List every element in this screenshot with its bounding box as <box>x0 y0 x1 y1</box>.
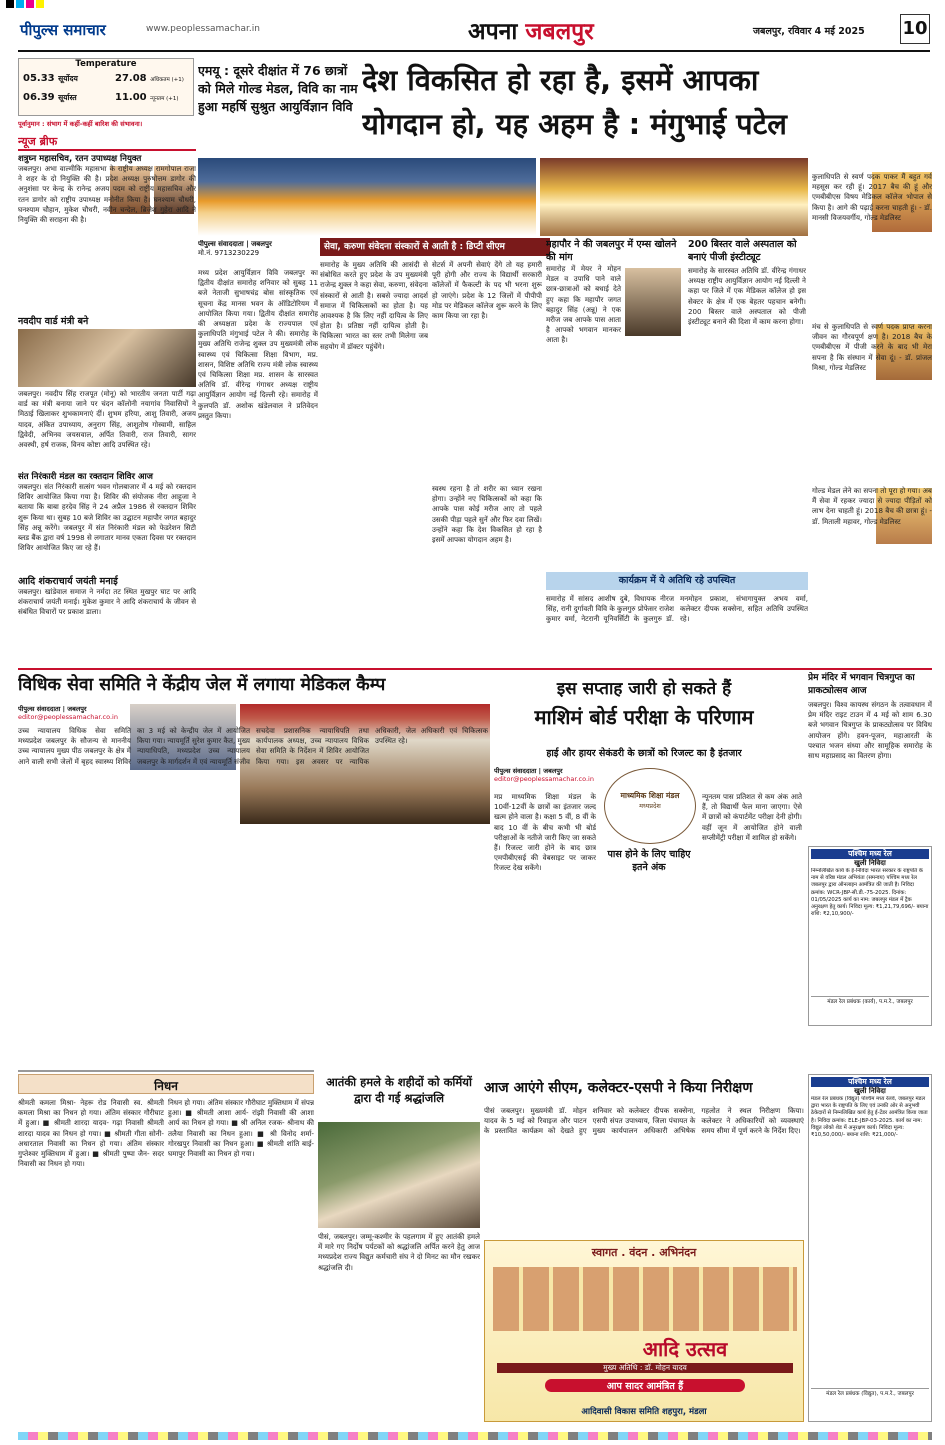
brief-3-body: जबलपुर। संत निरंकारी सत्संग भवन गोलबाजार में 4 मई को रक्तदान शिविर आयोजित किया गया है। शिविर की संयोजक नीरा आहूजा ने बताया कि बाबा हरदेव सिंह ने 24 अप्रैल 1986 से रक्तदान शिविर शुरू किया था। सुबह 10 बजे शिविर का उद्घाटन महापौर जगत बहादुर सिंह अन्नू करेंगे। जबलपुर में संत निरंकारी मंडल को फेडरेशन सिटी ब्लड बैंक द्वारा वर्ष 1998 से लगातार मानव एकता दिवस पर रक्तदान शिविर आयोजित किए जा रहे हैं। <box>18 482 196 553</box>
mayor-headline: महापौर ने की जबलपुर में एम्स खोलने की मांग <box>546 239 677 263</box>
sunset-label: सूर्यास्त <box>58 93 77 102</box>
weather-title: Temperature <box>75 59 137 69</box>
board-subheadline: हाई और हायर सेकंडरी के छात्रों को रिजल्ट का है इंतजार <box>546 748 742 759</box>
board-byline <box>494 766 604 788</box>
board-headline-1: इस सप्ताह जारी हो सकते हैं <box>556 679 732 699</box>
masthead <box>18 12 930 52</box>
legal-reporter: पीपुल्स संवाददाता | जबलपुर <box>18 705 87 713</box>
attack-headline: आतंकी हमले के शहीदों को कर्मियों द्वारा दी गई श्रद्धांजलि <box>326 1075 472 1105</box>
masthead-date: जबलपुर, रविवार 4 मई 2025 <box>753 26 865 37</box>
page-number: 10 <box>900 14 930 44</box>
lead-headline-line2: योगदान हो, यह अहम है : मंगुभाई पटेल <box>362 107 787 141</box>
min-temp: 11.00 <box>115 92 147 103</box>
board-headline <box>494 676 794 740</box>
section-divider-2 <box>18 1070 314 1072</box>
cm-body: पीसं जबलपुर। मुख्यमंत्री डॉ. मोहन यादव के 5 मई को रिवाइज और पाटन के प्रस्तावित कार्यक्रम को देखते हुए शनिवार को कलेक्टर दीपक सक्सेना, एसपी संपत उपाध्याय, जिला पंचायत के मुख्य कार्यपालन अधिकारी अभिषेक गहलोत ने स्थल निरीक्षण किया। कलेक्टर ने अधिकारियों को व्यवस्थाएं समय सीमा में पूर्ण करने के निर्देश दिए। <box>484 1106 804 1136</box>
max-temp: 27.08 <box>115 73 147 84</box>
legal-byline <box>18 704 128 724</box>
board-passmark-head: पास होने के लिए चाहिए इतने अंक <box>607 849 691 873</box>
legal-body: उच्च न्यायालय विधिक सेवा समिति मध्यप्रदेश जबलपुर के सौजन्य से माननीय उच्च न्यायालय मुख्य पीठ जबलपुर के क्षेत्र में आने वाली सभी जेलों में बृहद स्वास्थ्य शिविर का 3 मई को केन्द्रीय जेल में आयोजित किया गया। न्यायमूर्ति सुरेश कुमार कैत, मुख्य न्यायाधिपति, मध्यप्रदेश उच्च न्यायालय जबलपुर के मार्गदर्शन में एवं न्यायमूर्ति संजीव सचदेवा प्रशासनिक न्यायाधिपति तथा कार्यपालक अध्यक्ष, उच्च न्यायालय विधिक सेवा समिति के निर्देशन में शिविर आयोजित किया गया। इस अवसर पर न्यायिक अधिकारी, जेल अधिकारी एवं चिकित्सक उपस्थित रहे। <box>18 726 488 766</box>
bed-body: समारोह के सारस्वत अतिथि डॉ. वीरेन्द्र गंगाधर अध्यक्ष राष्ट्रीय आयुर्विज्ञान आयोग नई दिल्ली ने कहा पर जिले में एक मेडिकल कॉलेज हो इस सेक्टर के क्षेत्र में एक बेहतर पहचान बनेगी। 200 बिस्तर वाले अस्पताल को पीजी इंस्टीट्यूट बनाने की दिशा में काम करना होगा। <box>688 266 806 327</box>
lead-reporter: पीपुल्स संवाददाता | जबलपुर <box>198 240 272 248</box>
board-logo <box>604 768 696 844</box>
weather-forecast: पूर्वानुमान : संभाग में कहीं-कहीं बारिश की संभावना। <box>18 120 143 128</box>
board-reporter: पीपुल्स संवाददाता | जबलपुर <box>494 767 563 775</box>
board-body: मप्र माध्यमिक शिक्षा मंडल के 10वीं-12वीं के छात्रों का इंतजार जल्द खत्म होने वाला है। कक्षा 5 वीं, 8 वीं के बाद 10 वीं के बीच कभी भी बोर्ड परीक्षाओं के नतीजे जारी किए जा सकते हैं। रिजल्ट जारी होने के बाद छात्र एमपीबीएसई की वेबसाइट पर जाकर रिजल्ट देख सकेंगे। <box>494 792 596 873</box>
masthead-url: www.peoplessamachar.in <box>146 24 260 34</box>
obituary-title: निधन <box>154 1079 178 1093</box>
ad-ribbon: आप सादर आमंत्रित हैं <box>545 1379 745 1392</box>
notice-2-title: पश्चिम मध्य रेल <box>811 1077 929 1087</box>
weather-box <box>18 58 194 116</box>
board-logo-text: माध्यमिक शिक्षा मंडल <box>620 791 680 800</box>
railway-notice-2 <box>808 1074 932 1422</box>
bed-headline: 200 बिस्तर वाले अस्पताल को बनाएं पीजी इंस्टीट्यूट <box>688 239 797 263</box>
profile-2-text: मंच से कुलाधिपति से स्वर्ण पदक प्राप्त करना जीवन का गौरवपूर्ण क्षण है। 2018 बैच के एमबीबीएस में पीजी करने के बाद भी मेरा सपना है कि संस्थान में सेवा दूं। - डॉ. प्रांजल मिश्रा, गोल्ड मेडलिस्ट <box>812 322 932 372</box>
print-color-bar <box>18 1432 932 1440</box>
lead-headline <box>362 58 932 158</box>
obituary-col-2: निधन हो गया। अंतिम संस्कार गौरीघाट मुक्तिधाम में संपन्न हुआ। ■ श्रीमती आशा आर्य- रांझी निवासी की आशा आर्य का निधन हो गया। ■ श्री अनिल रजक- श्रीनाथ की तलैया निवासी का निधन हुआ। ■ श्री विनोद शर्मा- गोरखपुर निवासी का निधन हुआ। ■ श्रीमती शांति बाई- घमापुर निवासी का निधन हो गया। <box>168 1098 314 1159</box>
brief-label: न्यूज ब्रीफ <box>18 134 196 151</box>
obituary-header <box>18 1074 314 1094</box>
board-email: editor@peoplessamachar.co.in <box>494 775 594 783</box>
mayor-body: समारोह में मेयर ने मोहन मेडल व उपाधि पाने वाले छात्र-छात्राओं को बधाई देते हुए कहा कि महापौर जगत बहादुर सिंह (अन्नू) ने एक मरीज जब आपके पास आता है आपको भगवान मानकर आता है। <box>546 264 621 345</box>
section-title-b: जबलपुर <box>525 19 594 45</box>
sunrise-label: सूर्योदय <box>58 74 78 83</box>
notice-2-footer: मंडल रेल प्रबंधक (विद्युत), प.म.रे., जबलपुर <box>811 1388 929 1397</box>
lead-body-2: समारोह के मुख्य अतिथि की आसंदी से संबोधित करते हुए प्रदेश के उप मुख्यमंत्री राजेन्द्र शुक्ल ने कहा सेवा, करुणा, संवेदना संस्कारों से आती है। सबसे ज्यादा आदर्श समाज में चिकित्सकों का होता है। यह आवश्यक है कि लिए नहीं दायित्व के लिए होता है। प्रतिष्ठा नहीं दायित्व होती है। चिकित्सा भारत का स्तर तभी मिलेगा जब सहयोग में डॉक्टर पहुंचेंगे। <box>320 260 428 351</box>
cm-headline: आज आएंगे सीएम, कलेक्टर-एसपी ने किया निरीक्षण <box>484 1080 753 1096</box>
brief-3-head: संत निरंकारी मंडल का रक्तदान शिविर आज <box>18 472 153 482</box>
ad-footer: आदिवासी विकास समिति शहपुरा, मंडला <box>581 1407 707 1417</box>
sunrise-time: 05.33 <box>23 73 55 84</box>
ad-title: आदि उत्सव <box>642 1337 728 1361</box>
news-brief-column <box>18 134 196 664</box>
brief-1-body: जबलपुर। अभा वाल्मीकि महासभा के राष्ट्रीय अध्यक्ष रामगोपाल राजा ने शहर के दो नियुक्ति की है। प्रदेश अध्यक्ष पुरुषोत्तम डागोर की अनुशंसा पर केन्द्र के रानेन्द्र अजय पदम को राष्ट्रीय महासचिव और रतन डागोर को राष्ट्रीय उपाध्यक्ष मनोनीत किया है। घनश्याम चौधरी, घनश्याम चौहान, मुकेश चौधरी, नवीन चन्देल, ब्रिजेश गुहेरा आदि ने नियुक्ति की सराहना की है। <box>18 164 196 225</box>
lead-byline <box>198 240 318 264</box>
brief-4-head: आदि शंकराचार्य जयंती मनाई <box>18 576 118 587</box>
guests-headline: कार्यक्रम में ये अतिथि रहे उपस्थित <box>546 572 808 590</box>
notice-2-body: मंडल रेल प्रबंधक (विद्युत) पश्चिम मध्य रेलवे, जबलपुर मंडल द्वारा भारत के राष्ट्रपति के लिए एवं उनकी ओर से अनुभवी ठेकेदारों से निम्नलिखित कार्य हेतु ई-टेंडर आमंत्रित किया जाता है। निविदा क्रमांक: ELE-JBP-03-2025. कार्य का नाम: विद्युत लोको शेड में अनुरक्षण कार्य। निविदा मूल्य: ₹10,50,000/- बयाना राशि: ₹21,000/- <box>811 1096 928 1139</box>
convocation-stage-photo <box>198 158 536 236</box>
attack-photo <box>318 1122 480 1228</box>
notice-1-title: पश्चिम मध्य रेल <box>811 849 929 859</box>
lead-body-4: स्वस्थ रहना है तो शरीर का ध्यान रखना होगा। उन्होंने नए चिकित्सकों को कहा कि आपके पास कोई मरीज आए तो पहले उसकी पीड़ा पहले सुनें और फिर दवा लिखें। उन्होंने कहा कि देश विकसित हो रहा है इसमें आपका योगदान अहम है। <box>432 484 542 545</box>
lead-body-1: मध्य प्रदेश आयुर्विज्ञान विवि जबलपुर का द्वितीय दीक्षांत समारोह शनिवार को सुबह 11 बजे नेताजी सुभाषचंद्र बोस सांस्कृतिक एवं सूचना केंद्र मानस भवन के ऑडिटोरियम में आयोजित किया गया। द्वितीय दीक्षांत समारोह की अध्यक्षता प्रदेश के राज्यपाल एवं कुलाधिपति मंगुभाई पटेल ने की। समारोह के मुख्य अतिथि राजेन्द्र शुक्ल उप मुख्यमंत्री लोक स्वास्थ्य एवं चिकित्सा शिक्षा विभाग, मप्र. शासन, विशिष्ट अतिथि राज्य मंत्री लोक स्वास्थ्य एवं चिकित्सा शिक्षा मप्र. शासन के सारस्वत अतिथि डॉ. वीरेन्द्र गंगाधर अध्यक्ष राष्ट्रीय आयुर्विज्ञान आयोग नई दिल्ली रहे। समारोह में कुलपति डॉ. अशोक खंडेलवाल ने प्रतिवेदन प्रस्तुत किया। <box>198 268 318 420</box>
board-body-2: न्यूनतम पास प्रतिशत से कम अंक आते हैं, तो विद्यार्थी फेल माना जाएगा। ऐसे में छात्रों को कंपार्टमेंट परीक्षा देनी होगी। वहीं जून में आयोजित होने वाली सप्लीमेंट्री परीक्षा में शामिल हो सकेंगे। <box>702 792 802 842</box>
profile-column <box>812 172 932 672</box>
aadi-utsav-ad <box>484 1240 804 1422</box>
brief-4-body: जबलपुर। खांडेवाल समाज ने नर्मदा तट स्थित मुखपुर घाट पर आदि शंकराचार्य जयंती मनाई। मुकेश कुमार ने आदि शंकराचार्य के जीवन से संबंधित विचारों पर प्रकाश डाला। <box>18 587 196 617</box>
mu-headline: एमयू : दूसरे दीक्षांत में 76 छात्रों को मिले गोल्ड मेडल, विवि का नाम हुआ महर्षि सुश्रुत आयुर्विज्ञान विवि <box>198 63 358 114</box>
ad-subtitle: मुख्य अतिथि : डॉ. मोहन यादव <box>497 1363 793 1373</box>
legal-headline: विधिक सेवा समिति ने केंद्रीय जेल में लगाया मेडिकल कैम्प <box>18 675 386 695</box>
attack-caption: पीसं, जबलपुर। जम्मू-कश्मीर के पहलगाम में हुए आतंकी हमले में मारे गए निर्दोष पर्यटकों को श्रद्धांजलि अर्पित करने हेतु आज मध्यप्रदेश राज्य विद्युत कर्मचारी संघ ने दो मिनट का मौन रखकर श्रद्धांजलि दी। <box>318 1232 480 1272</box>
profile-1-text: कुलाधिपति से स्वर्ण पदक पाकर मैं बहुत गर्व महसूस कर रही हूं। 2017 बैच की हूं और एमबीबीएस विषय मेडिकल कॉलेज भोपाल से किया है। आगे की पढ़ाई करना चाहती हूं। - डॉ. मानसी विजयवर्गीय, गोल्ड मेडलिस्ट <box>812 172 932 222</box>
board-logo-sub: मध्यप्रदेश <box>639 802 661 810</box>
legal-email: editor@peoplessamachar.co.in <box>18 713 118 721</box>
prem-mandir-body: जबलपुर। विश्व कायस्थ संगठन के तत्वावधान में प्रेम मंदिर राइट टाउन में 4 मई को शाम 6.30 बजे भगवान चित्रगुप्त के प्राकट्योत्सव पर विविध आयोजन होंगे। हवन-पूजन, महाआरती के पश्चात भजन संध्या और सामूहिक समारोह के साथ महाप्रसाद का वितरण होगा। <box>808 700 932 761</box>
prem-mandir-headline: प्रेम मंदिर में भगवान चित्रगुप्त का प्राकट्योत्सव आज <box>808 673 915 696</box>
brief-2-photo <box>18 329 196 387</box>
notice-1-sub: खुली निविदा <box>854 859 886 867</box>
guests-body: समारोह में सांसद आशीष दुबे, विधायक नीरज सिंह, रानी दुर्गावती विवि के कुलगुरु प्रोफेसर राजेश कुमार वर्मा, नेटरानी यूनिवर्सिटी के कुलगुरु डॉ. मनमोहन प्रकाश, संभागायुक्त अभय वर्मा, कलेक्टर दीपक सक्सेना, सहित अतिथि उपस्थित रहे। <box>546 594 808 624</box>
notice-2-sub: खुली निविदा <box>854 1087 886 1095</box>
profile-3-text: गोल्ड मेडल लेने का सपना तो पूरा हो गया। अब मैं सेवा में रहकर ज्यादा से ज्यादा पीड़ितों को लाभ देना चाहती हूं। 2018 बैच की छात्रा हूं। - डॉ. मिताली महावर, गोल्ड मेडलिस्ट <box>812 486 932 526</box>
convocation-students-photo <box>540 158 808 236</box>
ad-leader-photos <box>493 1267 797 1331</box>
mayor-photo <box>625 268 681 336</box>
obituary-col-1: श्रीमती कमला मिश्रा- नेहरू रोड निवासी स्व. श्रीमती कमला मिश्रा का निधन हो गया। अंतिम संस्कार गौरीघाट में हुआ। ■ श्रीमती शारदा यादव- गढ़ा निवासी श्रीमती शारदा यादव का निधन हो गया। ■ श्रीमती गीता सोनी- अधारताल निवासी का निधन हो गया। अंतिम संस्कार गुप्तेश्वर मुक्तिधाम में हुआ। ■ श्रीमती पुष्पा जैन- सदर निवासी का निधन हो गया। <box>18 1098 164 1169</box>
lead-subheadline: सेवा, करुणा संवेदना संस्कारों से आती है : डिप्टी सीएम <box>320 238 550 256</box>
ad-top-text: स्वागत . वंदन . अभिनंदन <box>591 1246 697 1259</box>
prem-mandir-story <box>808 672 932 842</box>
section-title-a: अपना <box>468 19 518 45</box>
section-divider-1 <box>18 668 932 670</box>
notice-1-footer: मंडल रेल प्रबंधक (कार्य), प.म.रे., जबलपुर <box>811 996 929 1005</box>
lead-headline-line1: देश विकसित हो रहा है, इसमें आपका <box>362 63 759 97</box>
notice-1-body: निम्नलिखित कार्य के ई-निविदा भारत सरकार के राष्ट्रपति के नाम से वरिष्ठ मंडल अभियंता (समन्वय) पश्चिम मध्य रेल जबलपुर द्वारा ऑनलाइन आमंत्रित की जाती है। निविदा क्रमांक: WCR-JBP-सी.डी.-75-2025. दिनांक: 01/05/2025 कार्य का नाम: जबलपुर मंडल में ट्रैक अनुरक्षण हेतु कार्य। निविदा मूल्य: ₹1,21,79,696/- बयाना राशि: ₹2,10,900/- <box>811 868 929 918</box>
railway-notice-1 <box>808 846 932 1026</box>
masthead-logo: पीपुल्स समाचार <box>20 21 106 39</box>
brief-2-body: जबलपुर। नवदीप सिंह राजपूत (मोनू) को भारतीय जनता पार्टी गढ़ा वार्ड का मंत्री बनाया जाने पर चंदन कॉलोनी नयागांव निवासियों ने मिठाई खिलाकर शुभकामनाएं दीं। शुभम हरिया, आशु तिवारी, अजय यादव, अंकित उपाध्याय, अनुराग सिंह, आशुतोष गोस्वामी, साहिल द्विवेदी, अभिनव जयसवाल, अर्पित तिवारी, राज तिवारी, सागर अवस्थी, हर्ष राजक, विनय कोष्टा आदि उपस्थित रहे। <box>18 389 196 450</box>
lead-body-3: सेटर्स में अपनी सेवाएं देंगे तो यह हमारी पूरी होगी और राज्य के विद्यार्थी सरकारी कॉलेजों में फैकल्टी के पद भी भरना शुरू हो जाएंगे। प्रदेश के 12 जिलों में पीपीपी मोड पर मेडिकल कॉलेज शुरू करने के लिए काम किया जा रहा है। <box>432 260 542 321</box>
mayor-story <box>546 238 681 568</box>
brief-2-head: नवदीप वार्ड मंत्री बने <box>18 316 89 327</box>
max-label: अधिकतम (+1) <box>150 77 184 83</box>
sunset-time: 06.39 <box>23 92 55 103</box>
lead-reporter-phone: मो.नं. 9713230229 <box>198 249 260 257</box>
board-headline-2: माशिमं बोर्ड परीक्षा के परिणाम <box>534 705 754 729</box>
brief-1-head: शत्रुघ्न महासचिव, रतन उपाध्यक्ष नियुक्त <box>18 154 142 164</box>
bed-hospital-story <box>688 238 806 568</box>
min-label: न्यूनतम (+1) <box>150 96 179 102</box>
